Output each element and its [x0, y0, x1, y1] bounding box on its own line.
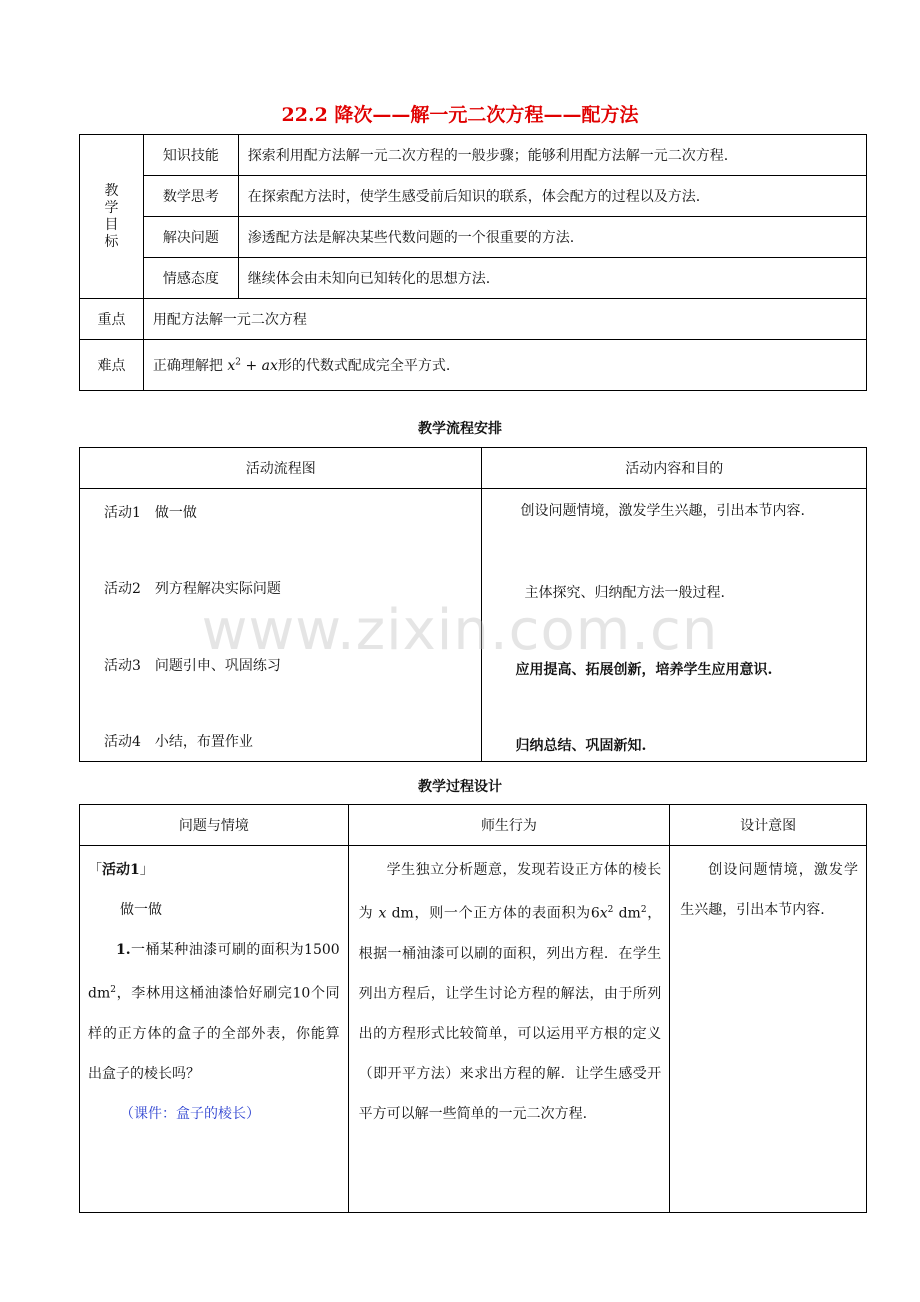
objectives-table — [79, 134, 867, 391]
flow-activities — [80, 489, 482, 762]
difficulty-label: 难点 — [80, 340, 144, 391]
process-behavior — [348, 846, 670, 1213]
process-section-title: 教学过程设计 — [418, 779, 502, 795]
flow-activity: 活动2 列方程解决实际问题 — [104, 581, 281, 597]
flow-table — [79, 447, 867, 762]
process-situation — [80, 846, 349, 1213]
objective-name: 知识技能 — [143, 135, 238, 176]
flow-purposes — [482, 489, 867, 762]
objective-name: 数学思考 — [143, 176, 238, 217]
objective-name: 情感态度 — [143, 258, 238, 299]
intent-text: 创设问题情境，激发学生兴趣，引出本节内容. — [680, 862, 858, 918]
flow-purpose: 创设问题情境，激发学生兴趣，引出本节内容. — [520, 503, 805, 519]
flow-purpose: 归纳总结、巩固新知. — [515, 738, 647, 754]
activity-tag: 「活动1」 — [88, 862, 154, 878]
flow-activity: 活动3 问题引申、巩固练习 — [104, 658, 281, 674]
objective-text: 继续体会由未知向已知转化的思想方法. — [238, 258, 866, 299]
objective-name: 解决问题 — [143, 217, 238, 258]
objectives-label: 教学目标 — [80, 135, 144, 299]
objective-text: 探索利用配方法解一元二次方程的一般步骤；能够利用配方法解一元二次方程. — [238, 135, 866, 176]
flow-activity: 活动4 小结，布置作业 — [104, 734, 253, 750]
process-col-header: 问题与情境 — [80, 805, 349, 846]
watermark: www.zixin.com.cn — [201, 598, 719, 663]
flow-activity: 活动1 做一做 — [104, 505, 197, 521]
flow-col-header: 活动内容和目的 — [482, 448, 867, 489]
process-table — [79, 804, 867, 1213]
flow-purpose: 应用提高、拓展创新，培养学生应用意识. — [515, 662, 773, 678]
courseware-link[interactable]: （课件：盒子的棱长） — [120, 1105, 260, 1122]
objective-text: 在探索配方法时，使学生感受前后知识的联系，体会配方的过程以及方法. — [238, 176, 866, 217]
activity-subtitle: 做一做 — [120, 902, 162, 918]
process-col-header: 师生行为 — [348, 805, 670, 846]
behavior-text: 学生独立分析题意，发现若设正方体的棱长为 x dm，则一个正方体的表面积为$6x^2$ $dm^2$，根据一桶油漆可以刷的面积，列出方程．在学生列出方程后，让学生讨论方程的解法，由于所列出的方程形式比较简单，可以运用平方根的定义（即开平方法）来求出方程的解．让学生感受开平方可以解一些简单的一元二次方程. — [358, 862, 662, 1122]
flow-col-header: 活动流程图 — [80, 448, 482, 489]
objective-text: 渗透配方法是解决某些代数问题的一个很重要的方法. — [238, 217, 866, 258]
flow-purpose: 主体探究、归纳配方法一般过程. — [524, 585, 725, 601]
problem-text: 1.一桶某种油漆可刷的面积为1500 $dm^2$，李林用这桶油漆恰好刷完10个同样的正方体的盒子的全部外表，你能算出盒子的棱长吗？ — [88, 942, 340, 1082]
page-title: 22.2 降次——解一元二次方程——配方法 — [281, 104, 639, 126]
flow-section-title: 教学流程安排 — [418, 421, 502, 437]
difficulty-text: 正确理解把 $x^2$ + ax形的代数式配成完全平方式. — [143, 340, 866, 391]
process-intent — [670, 846, 867, 1213]
key-point-label: 重点 — [80, 299, 144, 340]
key-point-text: 用配方法解一元二次方程 — [143, 299, 866, 340]
process-col-header: 设计意图 — [670, 805, 867, 846]
